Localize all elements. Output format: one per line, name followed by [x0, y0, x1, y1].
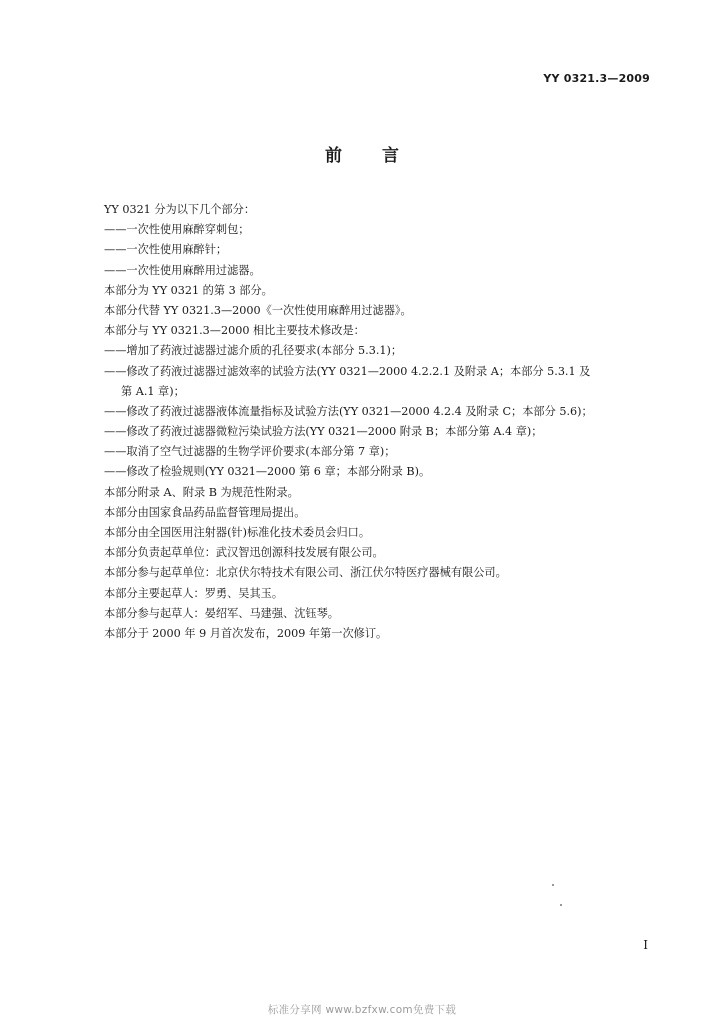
- body-line: 第 A.1 章)；: [121, 384, 185, 398]
- body-line: ——修改了药液过滤器液体流量指标及试验方法(YY 0321—2000 4.2.4 及附录 C；本部分 5.6)；: [104, 404, 593, 418]
- body-line: 本部分由国家食品药品监督管理局提出。: [104, 505, 306, 519]
- body-line: ——修改了药液过滤器过滤效率的试验方法(YY 0321—2000 4.2.2.1 及附录 A；本部分 5.3.1 及: [104, 364, 591, 378]
- scan-speck: [560, 904, 562, 906]
- body-line: 本部分为 YY 0321 的第 3 部分。: [104, 283, 273, 297]
- body-line: ——修改了药液过滤器微粒污染试验方法(YY 0321—2000 附录 B；本部分第 A.4 章)；: [104, 425, 543, 439]
- body-line: YY 0321 分为以下几个部分：: [104, 203, 256, 216]
- body-line: 本部分参与起草人：晏绍军、马建强、沈钰琴。: [104, 606, 339, 620]
- body-line: ——修改了检验规则(YY 0321—2000 第 6 章；本部分附录 B)。: [104, 465, 431, 479]
- body-line: 本部分代替 YY 0321.3—2000《一次性使用麻醉用过滤器》。: [104, 303, 412, 317]
- title-char-1: 前: [325, 146, 342, 166]
- title-char-2: 言: [382, 146, 399, 166]
- page-title: [0, 141, 724, 166]
- body-line: 本部分于 2000 年 9 月首次发布，2009 年第一次修订。: [104, 626, 388, 640]
- body-line: 本部分附录 A、附录 B 为规范性附录。: [104, 485, 299, 499]
- body-line: ——一次性使用麻醉针；: [104, 243, 228, 257]
- scan-speck: [552, 884, 554, 886]
- body-line: 本部分负责起草单位：武汉智迅创源科技发展有限公司。: [104, 546, 384, 560]
- body-line: ——增加了药液过滤器过滤介质的孔径要求(本部分 5.3.1)；: [104, 344, 403, 358]
- body-line: 本部分参与起草单位：北京伏尔特技术有限公司、浙江伏尔特医疗器械有限公司。: [104, 566, 507, 580]
- body-line: 本部分与 YY 0321.3—2000 相比主要技术修改是：: [104, 324, 365, 338]
- body-line: ——取消了空气过滤器的生物学评价要求(本部分第 7 章)；: [104, 445, 396, 459]
- body-line: 本部分由全国医用注射器(针)标准化技术委员会归口。: [104, 526, 371, 539]
- body-line: ——一次性使用麻醉用过滤器。: [104, 263, 261, 277]
- standard-code: YY 0321.3—2009: [543, 72, 650, 85]
- body-line: 本部分主要起草人：罗勇、吴其玉。: [104, 586, 284, 600]
- body-line: ——一次性使用麻醉穿刺包；: [104, 223, 250, 237]
- watermark-footer: 标准分享网 www.bzfxw.com免费下载: [267, 1004, 457, 1016]
- page-number: I: [643, 938, 648, 952]
- preface-body: [104, 200, 664, 644]
